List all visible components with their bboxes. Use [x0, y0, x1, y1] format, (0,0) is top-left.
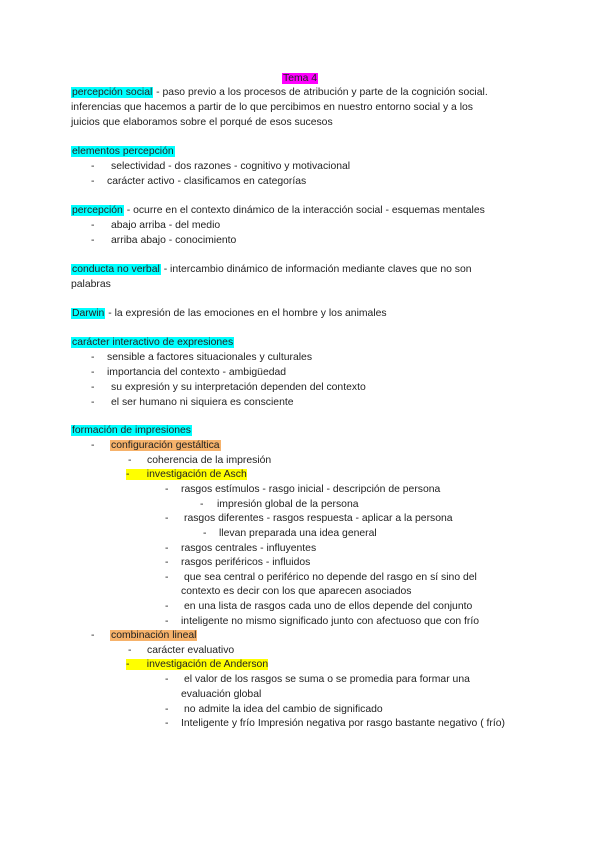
- bullet-dash: -: [91, 352, 95, 363]
- anderson-frio: Inteligente y frío Impresión negativa por rasgo bastante negativo ( frío): [181, 718, 506, 729]
- intro-line-2: inferencias que hacemos a partir de lo que percibimos en nuestro entorno social y a los: [71, 102, 473, 113]
- combinacion-line: [110, 629, 197, 643]
- asch-impresion-global: impresión global de la persona: [217, 499, 359, 510]
- anderson-valor-2: evaluación global: [181, 689, 262, 700]
- bullet-dash: -: [165, 543, 169, 554]
- page-title: [282, 72, 318, 86]
- bullet-dash: -: [91, 440, 95, 451]
- caracter-heading-text: carácter interactivo de expresiones: [72, 337, 234, 348]
- bullet-dash: -: [165, 616, 169, 627]
- darwin-text: - la expresión de las emociones en el hombre y los animales: [105, 308, 387, 319]
- bullet-dash: -: [165, 718, 169, 729]
- bullet-dash: -: [165, 513, 169, 524]
- asch-perifericos: rasgos periféricos - influidos: [181, 557, 311, 568]
- bullet-dash: -: [91, 220, 95, 231]
- asch-inteligente: inteligente no mismo significado junto con afectuoso que con frío: [181, 616, 480, 627]
- conducta-line-2: palabras: [71, 279, 111, 290]
- percepcion-item-2: arriba abajo - conocimiento: [111, 235, 237, 246]
- asch-highlight: [126, 469, 247, 480]
- bullet-dash: -: [91, 161, 95, 172]
- conducta-term: conducta no verbal: [72, 264, 160, 275]
- bullet-dash: -: [91, 235, 95, 246]
- anderson-highlight: [126, 659, 268, 670]
- conducta-text: - intercambio dinámico de información mediante claves que no son: [160, 264, 472, 275]
- formacion-heading: [71, 424, 192, 438]
- caracter-item-2: importancia del contexto - ambigüedad: [107, 367, 287, 378]
- bullet-dash: -: [165, 572, 169, 583]
- bullet-dash: -: [126, 469, 130, 480]
- percepcion-item-1: abajo arriba - del medio: [111, 220, 221, 231]
- elementos-item-2: carácter activo - clasificamos en categorías: [107, 176, 307, 187]
- percepcion-line: [71, 204, 485, 218]
- asch-lista: en una lista de rasgos cada uno de ellos depende del conjunto: [184, 601, 473, 612]
- bullet-dash: -: [91, 630, 95, 641]
- percepcion-text: - ocurre en el contexto dinámico de la interacción social - esquemas mentales: [123, 205, 485, 216]
- intro-line-1: [71, 86, 488, 100]
- configuracion-line: [110, 439, 221, 453]
- combinacion-text: combinación lineal: [111, 630, 197, 641]
- intro-term: percepción social: [72, 87, 153, 98]
- percepcion-term: percepción: [72, 205, 123, 216]
- page-title-text: Tema 4: [283, 73, 318, 84]
- evaluativo-line: carácter evaluativo: [147, 645, 235, 656]
- bullet-dash: -: [91, 367, 95, 378]
- conducta-line-1: [71, 263, 472, 277]
- intro-text-1: - paso previo a los procesos de atribución y parte de la cognición social.: [153, 87, 488, 98]
- bullet-dash: -: [203, 528, 207, 539]
- bullet-dash: -: [165, 674, 169, 685]
- elementos-heading: [71, 145, 175, 159]
- bullet-dash: -: [91, 382, 95, 393]
- bullet-dash: -: [91, 176, 95, 187]
- asch-centrales: rasgos centrales - influyentes: [181, 543, 317, 554]
- caracter-item-1: sensible a factores situacionales y culturales: [107, 352, 313, 363]
- caracter-heading: [71, 336, 234, 350]
- configuracion-text: configuración gestáltica: [111, 440, 220, 451]
- bullet-dash: -: [128, 645, 132, 656]
- bullet-dash: -: [165, 704, 169, 715]
- asch-diferentes: rasgos diferentes - rasgos respuesta - aplicar a la persona: [184, 513, 453, 524]
- asch-llevan: llevan preparada una idea general: [219, 528, 377, 539]
- anderson-text: investigación de Anderson: [146, 659, 269, 670]
- bullet-dash: -: [165, 601, 169, 612]
- anderson-valor-1: el valor de los rasgos se suma o se promedia para formar una: [184, 674, 470, 685]
- caracter-item-3: su expresión y su interpretación dependen del contexto: [111, 382, 366, 393]
- bullet-dash: -: [126, 659, 130, 670]
- asch-central-2: contexto es decir con los que aparecen asociados: [181, 586, 412, 597]
- asch-estimulos: rasgos estímulos - rasgo inicial - descripción de persona: [181, 484, 441, 495]
- anderson-no-admite: no admite la idea del cambio de significado: [184, 704, 383, 715]
- bullet-dash: -: [200, 499, 204, 510]
- intro-line-3: juicios que elaboramos sobre el porqué de esos sucesos: [71, 117, 333, 128]
- elementos-heading-text: elementos percepción: [72, 146, 174, 157]
- asch-text: investigación de Asch: [146, 469, 247, 480]
- asch-line: [126, 468, 247, 482]
- coherencia-line: coherencia de la impresión: [147, 455, 272, 466]
- bullet-dash: -: [165, 557, 169, 568]
- elementos-item-1: selectividad - dos razones - cognitivo y motivacional: [111, 161, 351, 172]
- asch-central-1: que sea central o periférico no depende del rasgo en sí sino del: [184, 572, 477, 583]
- bullet-dash: -: [128, 455, 132, 466]
- caracter-item-4: el ser humano ni siquiera es consciente: [111, 397, 294, 408]
- formacion-heading-text: formación de impresiones: [72, 425, 191, 436]
- bullet-dash: -: [165, 484, 169, 495]
- darwin-line: [71, 307, 387, 321]
- anderson-line: [126, 658, 268, 672]
- bullet-dash: -: [91, 397, 95, 408]
- darwin-term: Darwin: [72, 308, 105, 319]
